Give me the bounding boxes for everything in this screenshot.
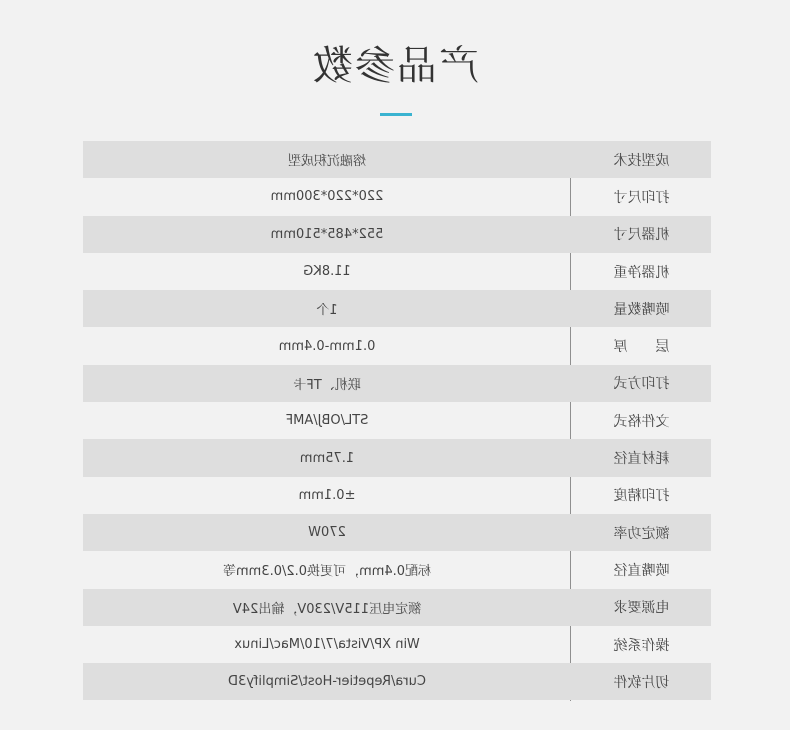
spec-label: 文件格式 <box>613 413 670 430</box>
spec-value: STL/OBJ/AMF <box>285 413 369 429</box>
spec-label: 喷嘴直径 <box>613 562 670 579</box>
spec-label: 耗材直径 <box>613 451 670 468</box>
spec-value: Cura/Repetier-Host/Simplify3D <box>228 674 426 690</box>
spec-row <box>83 178 711 215</box>
spec-value: 1.75mm <box>299 450 355 466</box>
spec-row <box>83 402 711 439</box>
spec-table <box>83 141 711 700</box>
spec-label: 打印精度 <box>613 488 670 505</box>
spec-row <box>83 626 711 663</box>
spec-row <box>83 551 711 588</box>
spec-row <box>83 477 711 514</box>
page-title: 产品参数 <box>311 43 479 89</box>
spec-label: 电源要求 <box>613 600 670 617</box>
spec-row <box>83 216 711 253</box>
spec-value: 联机、TF卡 <box>293 377 361 393</box>
spec-label: 成型技术 <box>613 152 670 169</box>
spec-label: 机器尺寸 <box>613 227 670 244</box>
spec-value: 标配0.4mm，可更换0.2/0.3mm等 <box>222 564 432 580</box>
spec-label: 操作系统 <box>613 637 670 654</box>
spec-value: 额定电压115V/230V，输出24V <box>232 601 422 617</box>
spec-row <box>83 663 711 700</box>
spec-row <box>83 365 711 402</box>
spec-row <box>83 327 711 364</box>
spec-label: 额定功率 <box>613 525 670 542</box>
spec-label: 机器净重 <box>613 264 670 281</box>
spec-value: 220*220*300mm <box>270 189 384 205</box>
spec-value: 270W <box>308 525 346 541</box>
spec-value: Win XP/Vista/7/10/Mac/Linux <box>234 637 420 652</box>
title-accent-bar <box>380 113 412 116</box>
spec-value: 1个 <box>316 303 338 319</box>
spec-row <box>83 290 711 327</box>
spec-row <box>83 514 711 551</box>
spec-row <box>83 589 711 626</box>
spec-value: 0.1mm-0.4mm <box>278 338 376 354</box>
spec-label: 切片软件 <box>613 674 670 691</box>
spec-value: ±0.1mm <box>298 487 356 503</box>
spec-value: 熔融沉积成型 <box>288 154 367 170</box>
spec-label: 打印尺寸 <box>613 189 670 206</box>
spec-row <box>83 439 711 476</box>
spec-value: 11.8KG <box>303 264 351 280</box>
spec-label: 打印方式 <box>613 376 670 393</box>
spec-value: 552*485*510mm <box>270 226 384 242</box>
spec-row <box>83 253 711 290</box>
spec-label: 层 厚 <box>613 339 670 356</box>
spec-label: 喷嘴数量 <box>613 301 670 318</box>
spec-row <box>83 141 711 178</box>
